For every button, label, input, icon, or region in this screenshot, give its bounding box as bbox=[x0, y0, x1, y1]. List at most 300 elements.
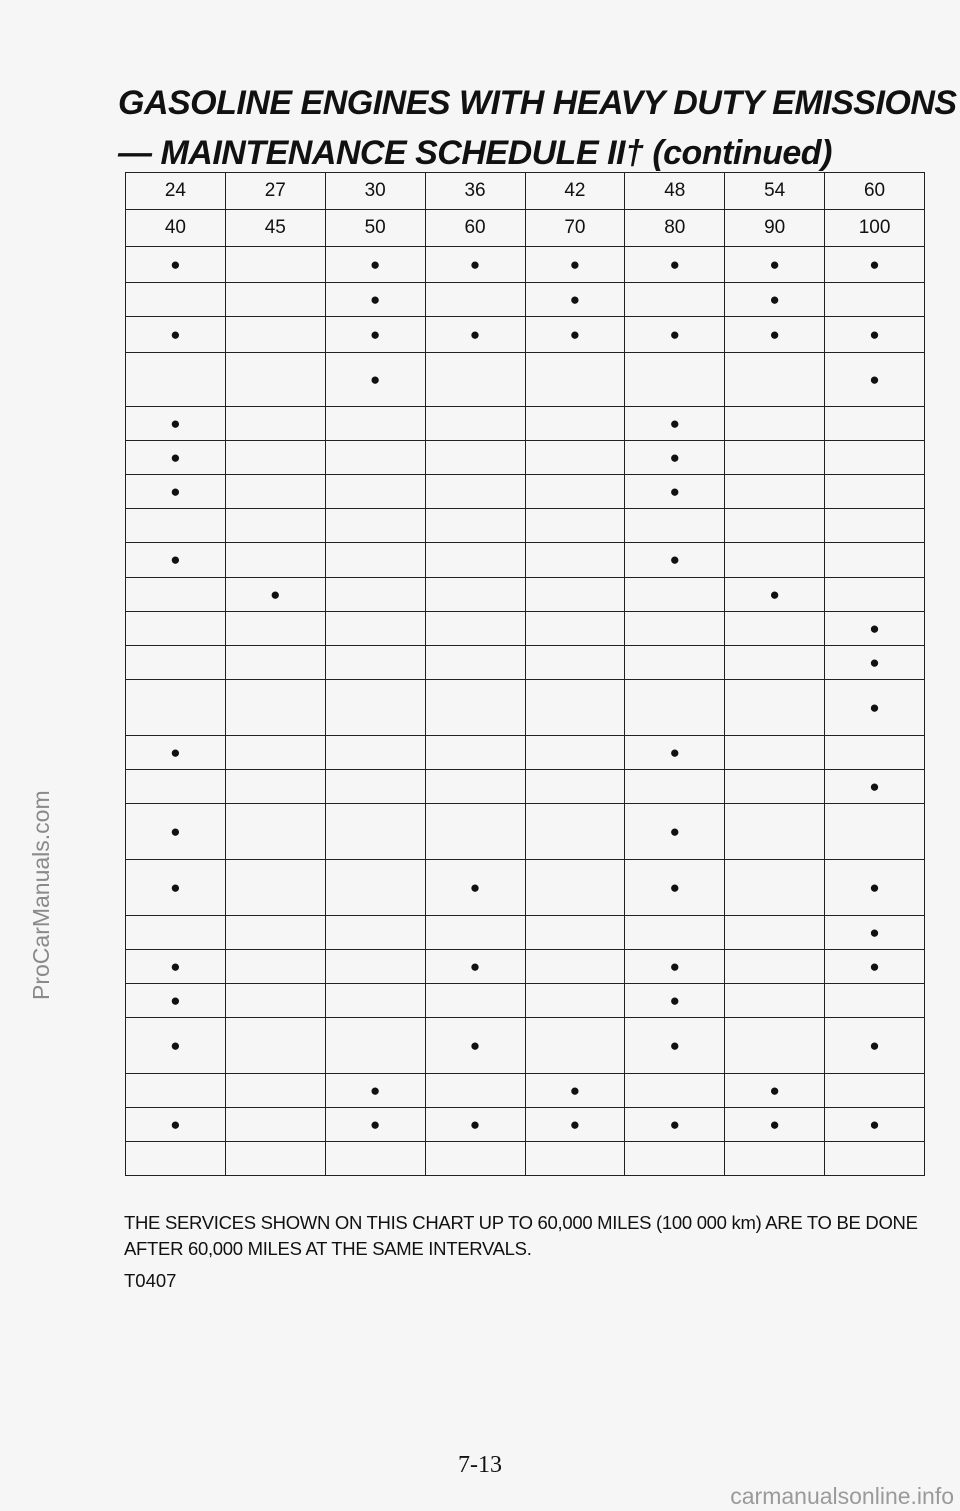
service-dot: ● bbox=[669, 254, 680, 274]
schedule-cell bbox=[825, 509, 925, 543]
schedule-cell bbox=[625, 441, 725, 475]
schedule-row bbox=[126, 612, 925, 646]
schedule-row bbox=[126, 247, 925, 283]
footer-watermark: carmanualsonline.info bbox=[730, 1483, 954, 1509]
service-dot: ● bbox=[569, 1114, 581, 1134]
schedule-cell bbox=[725, 353, 825, 407]
schedule-row bbox=[126, 475, 925, 509]
service-dot: ● bbox=[370, 369, 381, 389]
service-dot: ● bbox=[370, 254, 381, 274]
schedule-cell bbox=[425, 1108, 525, 1142]
km-header-row-cell: 90 bbox=[725, 210, 825, 247]
service-dot: ● bbox=[669, 956, 680, 976]
schedule-cell bbox=[525, 680, 625, 736]
service-dot: ● bbox=[569, 324, 581, 344]
km-header-row-cell: 60 bbox=[425, 210, 525, 247]
schedule-cell bbox=[325, 736, 425, 770]
schedule-cell bbox=[325, 317, 425, 353]
schedule-cell bbox=[725, 680, 825, 736]
service-dot: ● bbox=[170, 254, 181, 274]
schedule-row bbox=[126, 770, 925, 804]
schedule-cell bbox=[126, 860, 226, 916]
schedule-cell bbox=[725, 860, 825, 916]
schedule-cell bbox=[425, 916, 525, 950]
schedule-cell bbox=[525, 543, 625, 578]
schedule-cell bbox=[425, 1018, 525, 1074]
schedule-cell bbox=[625, 916, 725, 950]
side-watermark: ProCarManuals.com bbox=[28, 790, 54, 1000]
service-dot: ● bbox=[669, 742, 680, 762]
schedule-cell bbox=[425, 646, 525, 680]
schedule-cell bbox=[625, 612, 725, 646]
schedule-cell bbox=[625, 578, 725, 612]
service-dot: ● bbox=[170, 821, 181, 841]
schedule-cell bbox=[525, 317, 625, 353]
service-dot: ● bbox=[869, 877, 880, 897]
schedule-cell bbox=[725, 1074, 825, 1108]
schedule-cell bbox=[725, 1018, 825, 1074]
service-dot: ● bbox=[869, 1035, 880, 1055]
schedule-cell bbox=[425, 441, 525, 475]
schedule-cell bbox=[126, 612, 226, 646]
schedule-cell bbox=[425, 317, 525, 353]
service-dot: ● bbox=[469, 956, 481, 976]
miles-header-row-cell: 42 bbox=[525, 173, 625, 210]
schedule-row bbox=[126, 317, 925, 353]
service-dot: ● bbox=[469, 1114, 481, 1134]
schedule-cell bbox=[325, 475, 425, 509]
km-header-row bbox=[126, 210, 925, 247]
schedule-cell bbox=[625, 646, 725, 680]
schedule-cell bbox=[126, 578, 226, 612]
service-dot: ● bbox=[170, 413, 181, 433]
schedule-row bbox=[126, 916, 925, 950]
schedule-cell bbox=[825, 736, 925, 770]
schedule-cell bbox=[525, 509, 625, 543]
schedule-cell bbox=[126, 247, 226, 283]
schedule-cell bbox=[625, 1142, 725, 1176]
schedule-cell bbox=[625, 407, 725, 441]
schedule-cell bbox=[225, 916, 325, 950]
schedule-cell bbox=[725, 984, 825, 1018]
service-dot: ● bbox=[669, 1035, 680, 1055]
schedule-cell bbox=[126, 646, 226, 680]
service-dot: ● bbox=[669, 1114, 680, 1134]
page-number: 7-13 bbox=[458, 1452, 502, 1478]
schedule-cell bbox=[225, 860, 325, 916]
schedule-cell bbox=[325, 770, 425, 804]
service-dot: ● bbox=[769, 289, 780, 309]
service-dot: ● bbox=[869, 1114, 880, 1134]
schedule-cell bbox=[325, 283, 425, 317]
service-dot: ● bbox=[170, 550, 181, 569]
schedule-cell bbox=[126, 1142, 226, 1176]
schedule-cell bbox=[625, 1074, 725, 1108]
service-dot: ● bbox=[669, 821, 680, 841]
schedule-row bbox=[126, 1074, 925, 1108]
schedule-cell bbox=[525, 1018, 625, 1074]
service-dot: ● bbox=[669, 447, 680, 467]
schedule-row bbox=[126, 680, 925, 736]
schedule-cell bbox=[325, 509, 425, 543]
schedule-cell bbox=[525, 646, 625, 680]
schedule-cell bbox=[525, 1074, 625, 1108]
schedule-cell bbox=[225, 247, 325, 283]
schedule-cell bbox=[225, 1018, 325, 1074]
schedule-cell bbox=[126, 475, 226, 509]
schedule-cell bbox=[425, 353, 525, 407]
schedule-cell bbox=[725, 543, 825, 578]
miles-header-row bbox=[126, 173, 925, 210]
schedule-cell bbox=[825, 1142, 925, 1176]
schedule-cell bbox=[126, 916, 226, 950]
schedule-cell bbox=[525, 984, 625, 1018]
km-header-row-cell: 100 bbox=[825, 210, 925, 247]
schedule-cell bbox=[525, 283, 625, 317]
schedule-cell bbox=[625, 680, 725, 736]
schedule-cell bbox=[625, 1018, 725, 1074]
schedule-cell bbox=[825, 916, 925, 950]
schedule-cell bbox=[825, 612, 925, 646]
schedule-cell bbox=[825, 407, 925, 441]
schedule-cell bbox=[425, 984, 525, 1018]
schedule-cell bbox=[625, 736, 725, 770]
schedule-cell bbox=[126, 441, 226, 475]
schedule-cell bbox=[325, 984, 425, 1018]
schedule-cell bbox=[625, 475, 725, 509]
schedule-cell bbox=[126, 407, 226, 441]
schedule-cell bbox=[625, 283, 725, 317]
schedule-cell bbox=[425, 950, 525, 984]
schedule-cell bbox=[825, 804, 925, 860]
maintenance-schedule-table bbox=[125, 172, 925, 1176]
service-dot: ● bbox=[170, 481, 181, 501]
schedule-cell bbox=[825, 283, 925, 317]
schedule-cell bbox=[425, 407, 525, 441]
schedule-cell bbox=[725, 1108, 825, 1142]
schedule-cell bbox=[225, 475, 325, 509]
schedule-cell bbox=[225, 441, 325, 475]
schedule-row bbox=[126, 509, 925, 543]
service-dot: ● bbox=[469, 254, 481, 274]
schedule-cell bbox=[225, 646, 325, 680]
schedule-cell bbox=[725, 916, 825, 950]
schedule-cell bbox=[126, 950, 226, 984]
service-dot: ● bbox=[569, 254, 581, 274]
schedule-cell bbox=[325, 578, 425, 612]
schedule-cell bbox=[325, 1074, 425, 1108]
schedule-cell bbox=[225, 950, 325, 984]
schedule-cell bbox=[325, 646, 425, 680]
schedule-cell bbox=[725, 736, 825, 770]
schedule-cell bbox=[425, 736, 525, 770]
schedule-cell bbox=[126, 317, 226, 353]
service-dot: ● bbox=[569, 1080, 581, 1100]
service-dot: ● bbox=[869, 776, 880, 796]
schedule-cell bbox=[825, 950, 925, 984]
schedule-cell bbox=[225, 804, 325, 860]
schedule-cell bbox=[725, 770, 825, 804]
schedule-cell bbox=[325, 1108, 425, 1142]
service-dot: ● bbox=[869, 697, 880, 717]
schedule-cell bbox=[725, 317, 825, 353]
schedule-row bbox=[126, 283, 925, 317]
miles-header-row-cell: 24 bbox=[126, 173, 226, 210]
schedule-row bbox=[126, 984, 925, 1018]
miles-header-row-cell: 60 bbox=[825, 173, 925, 210]
km-header-row-cell: 80 bbox=[625, 210, 725, 247]
schedule-cell bbox=[126, 353, 226, 407]
schedule-row bbox=[126, 578, 925, 612]
interval-note: THE SERVICES SHOWN ON THIS CHART UP TO 60,000 MILES (100 000 km) ARE TO BE DONE AFTER 60,000 MILES AT THE SAME INTERVALS. bbox=[124, 1212, 918, 1259]
title-line-1: GASOLINE ENGINES WITH HEAVY DUTY EMISSIONS bbox=[118, 84, 957, 122]
schedule-cell bbox=[126, 543, 226, 578]
schedule-cell bbox=[525, 1142, 625, 1176]
service-dot: ● bbox=[170, 742, 181, 762]
schedule-cell bbox=[525, 860, 625, 916]
schedule-cell bbox=[225, 680, 325, 736]
schedule-cell bbox=[625, 804, 725, 860]
service-dot: ● bbox=[469, 877, 481, 897]
schedule-cell bbox=[625, 1108, 725, 1142]
schedule-cell bbox=[325, 247, 425, 283]
schedule-cell bbox=[825, 441, 925, 475]
schedule-cell bbox=[325, 1142, 425, 1176]
service-dot: ● bbox=[170, 324, 181, 344]
schedule-cell bbox=[425, 612, 525, 646]
service-dot: ● bbox=[869, 956, 880, 976]
schedule-cell bbox=[225, 509, 325, 543]
schedule-row bbox=[126, 1018, 925, 1074]
schedule-cell bbox=[725, 646, 825, 680]
schedule-cell bbox=[525, 916, 625, 950]
km-header-row-cell: 45 bbox=[225, 210, 325, 247]
schedule-cell bbox=[225, 578, 325, 612]
schedule-cell bbox=[126, 1018, 226, 1074]
schedule-cell bbox=[725, 441, 825, 475]
schedule-row bbox=[126, 804, 925, 860]
schedule-row bbox=[126, 353, 925, 407]
schedule-row bbox=[126, 407, 925, 441]
schedule-cell bbox=[625, 950, 725, 984]
schedule-cell bbox=[625, 770, 725, 804]
schedule-cell bbox=[725, 475, 825, 509]
schedule-cell bbox=[425, 1142, 525, 1176]
schedule-cell bbox=[325, 950, 425, 984]
schedule-cell bbox=[126, 680, 226, 736]
schedule-cell bbox=[825, 317, 925, 353]
service-dot: ● bbox=[270, 584, 281, 604]
schedule-cell bbox=[225, 353, 325, 407]
service-dot: ● bbox=[569, 289, 581, 309]
schedule-cell bbox=[525, 804, 625, 860]
schedule-cell bbox=[425, 509, 525, 543]
schedule-cell bbox=[425, 543, 525, 578]
schedule-cell bbox=[225, 543, 325, 578]
schedule-cell bbox=[425, 680, 525, 736]
figure-code: T0407 bbox=[124, 1270, 177, 1291]
schedule-cell bbox=[725, 612, 825, 646]
schedule-cell bbox=[825, 1018, 925, 1074]
schedule-cell bbox=[126, 984, 226, 1018]
schedule-cell bbox=[625, 860, 725, 916]
miles-header-row-cell: 27 bbox=[225, 173, 325, 210]
schedule-cell bbox=[525, 407, 625, 441]
schedule-cell bbox=[325, 1018, 425, 1074]
schedule-row bbox=[126, 950, 925, 984]
schedule-cell bbox=[225, 612, 325, 646]
service-dot: ● bbox=[370, 324, 381, 344]
schedule-cell bbox=[425, 247, 525, 283]
title-line-2: — MAINTENANCE SCHEDULE II† (continued) bbox=[118, 134, 832, 172]
schedule-cell bbox=[425, 804, 525, 860]
schedule-cell bbox=[525, 578, 625, 612]
schedule-row bbox=[126, 1108, 925, 1142]
schedule-cell bbox=[225, 283, 325, 317]
schedule-cell bbox=[325, 860, 425, 916]
service-dot: ● bbox=[170, 877, 181, 897]
schedule-cell bbox=[825, 543, 925, 578]
service-dot: ● bbox=[170, 447, 181, 467]
schedule-cell bbox=[625, 317, 725, 353]
schedule-cell bbox=[425, 860, 525, 916]
schedule-cell bbox=[725, 950, 825, 984]
schedule-cell bbox=[325, 441, 425, 475]
schedule-cell bbox=[126, 770, 226, 804]
schedule-cell bbox=[425, 578, 525, 612]
schedule-cell bbox=[126, 1108, 226, 1142]
service-dot: ● bbox=[869, 618, 880, 638]
schedule-cell bbox=[325, 407, 425, 441]
schedule-cell bbox=[525, 475, 625, 509]
schedule-cell bbox=[725, 247, 825, 283]
schedule-cell bbox=[225, 1108, 325, 1142]
schedule-cell bbox=[225, 770, 325, 804]
schedule-cell bbox=[126, 804, 226, 860]
schedule-cell bbox=[725, 283, 825, 317]
schedule-cell bbox=[825, 680, 925, 736]
service-dot: ● bbox=[669, 990, 680, 1010]
service-dot: ● bbox=[170, 956, 181, 976]
schedule-cell bbox=[525, 247, 625, 283]
service-dot: ● bbox=[769, 254, 780, 274]
schedule-cell bbox=[525, 441, 625, 475]
schedule-cell bbox=[825, 475, 925, 509]
service-dot: ● bbox=[769, 584, 780, 604]
service-dot: ● bbox=[669, 550, 680, 569]
schedule-row bbox=[126, 736, 925, 770]
schedule-cell bbox=[325, 680, 425, 736]
schedule-cell bbox=[825, 1108, 925, 1142]
service-dot: ● bbox=[669, 413, 680, 433]
schedule-cell bbox=[825, 770, 925, 804]
schedule-row bbox=[126, 1142, 925, 1176]
schedule-cell bbox=[225, 1142, 325, 1176]
schedule-cell bbox=[625, 543, 725, 578]
schedule-cell bbox=[525, 1108, 625, 1142]
service-dot: ● bbox=[869, 254, 880, 274]
schedule-cell bbox=[525, 612, 625, 646]
schedule-cell bbox=[625, 353, 725, 407]
schedule-cell bbox=[825, 353, 925, 407]
schedule-cell bbox=[825, 578, 925, 612]
service-dot: ● bbox=[469, 1035, 481, 1055]
schedule-cell bbox=[225, 407, 325, 441]
schedule-cell bbox=[625, 247, 725, 283]
page-title bbox=[118, 78, 957, 178]
km-header-row-cell: 50 bbox=[325, 210, 425, 247]
schedule-cell bbox=[725, 407, 825, 441]
service-dot: ● bbox=[769, 324, 780, 344]
schedule-cell bbox=[825, 984, 925, 1018]
schedule-cell bbox=[825, 860, 925, 916]
service-dot: ● bbox=[170, 990, 181, 1010]
schedule-cell bbox=[225, 317, 325, 353]
schedule-cell bbox=[725, 578, 825, 612]
service-dot: ● bbox=[370, 1080, 381, 1100]
service-dot: ● bbox=[869, 369, 880, 389]
service-dot: ● bbox=[869, 324, 880, 344]
schedule-cell bbox=[725, 1142, 825, 1176]
schedule-cell bbox=[525, 950, 625, 984]
schedule-cell bbox=[825, 247, 925, 283]
miles-header-row-cell: 48 bbox=[625, 173, 725, 210]
schedule-cell bbox=[625, 984, 725, 1018]
schedule-cell bbox=[225, 736, 325, 770]
schedule-cell bbox=[126, 509, 226, 543]
service-dot: ● bbox=[170, 1035, 181, 1055]
schedule-cell bbox=[725, 804, 825, 860]
service-dot: ● bbox=[170, 1114, 181, 1134]
schedule-cell bbox=[325, 543, 425, 578]
service-dot: ● bbox=[869, 652, 880, 672]
miles-header-row-cell: 36 bbox=[425, 173, 525, 210]
schedule-cell bbox=[425, 770, 525, 804]
schedule-row bbox=[126, 543, 925, 578]
schedule-cell bbox=[525, 736, 625, 770]
service-dot: ● bbox=[769, 1080, 780, 1100]
schedule-cell bbox=[425, 475, 525, 509]
schedule-cell bbox=[325, 916, 425, 950]
schedule-cell bbox=[425, 1074, 525, 1108]
service-dot: ● bbox=[469, 324, 481, 344]
schedule-cell bbox=[625, 509, 725, 543]
schedule-cell bbox=[725, 509, 825, 543]
schedule-row bbox=[126, 860, 925, 916]
schedule-cell bbox=[525, 770, 625, 804]
schedule-cell bbox=[825, 646, 925, 680]
schedule-cell bbox=[525, 353, 625, 407]
schedule-cell bbox=[126, 736, 226, 770]
service-dot: ● bbox=[370, 1114, 381, 1134]
miles-header-row-cell: 54 bbox=[725, 173, 825, 210]
schedule-cell bbox=[225, 984, 325, 1018]
service-dot: ● bbox=[669, 877, 680, 897]
schedule-row bbox=[126, 646, 925, 680]
schedule-cell bbox=[325, 804, 425, 860]
km-header-row-cell: 40 bbox=[126, 210, 226, 247]
miles-header-row-cell: 30 bbox=[325, 173, 425, 210]
service-dot: ● bbox=[669, 481, 680, 501]
service-dot: ● bbox=[869, 922, 880, 942]
schedule-cell bbox=[126, 1074, 226, 1108]
service-dot: ● bbox=[370, 289, 381, 309]
schedule-cell bbox=[225, 1074, 325, 1108]
service-dot: ● bbox=[769, 1114, 780, 1134]
schedule-cell bbox=[325, 612, 425, 646]
schedule-cell bbox=[425, 283, 525, 317]
schedule-cell bbox=[825, 1074, 925, 1108]
